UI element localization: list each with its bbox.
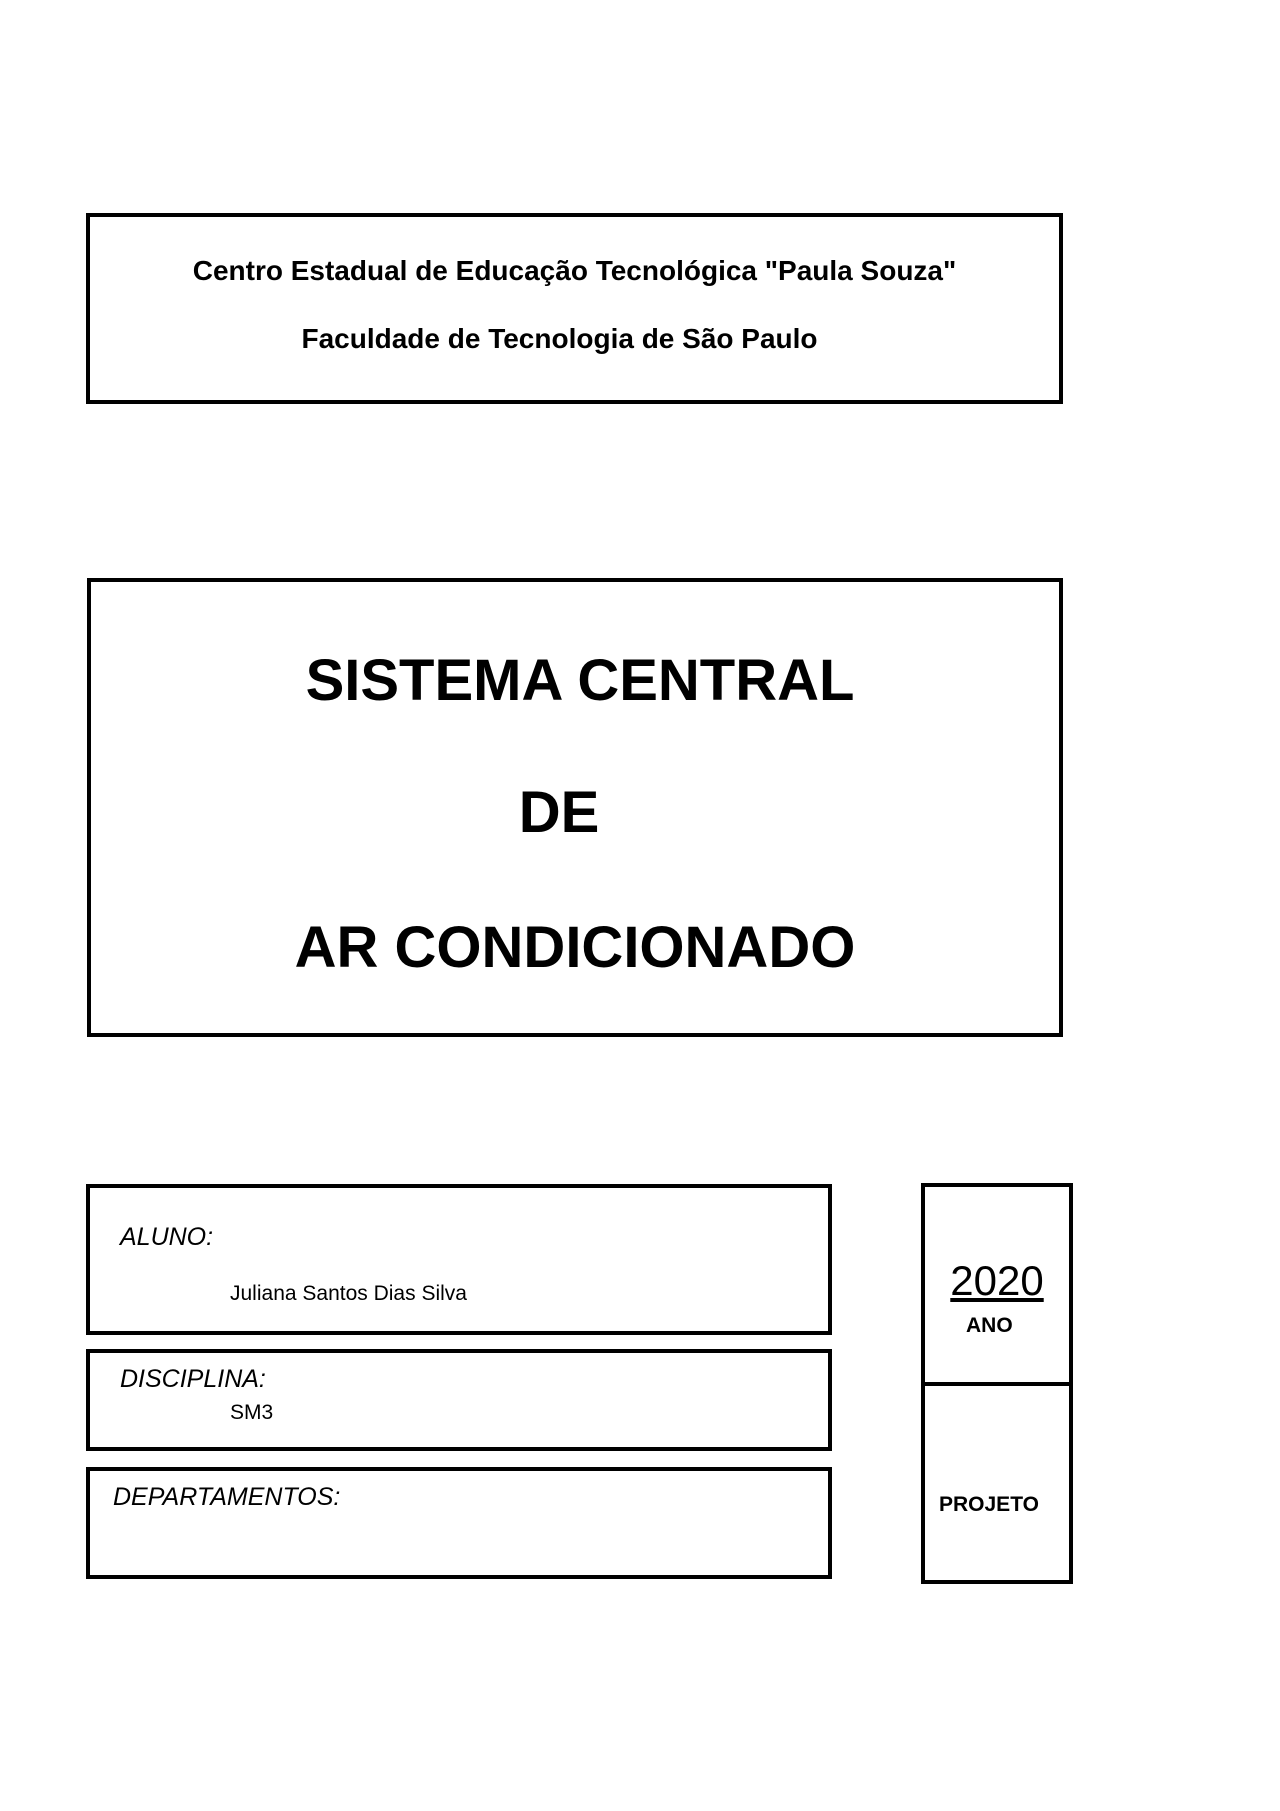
discipline-value: SM3: [230, 1401, 274, 1424]
student-label: ALUNO:: [120, 1223, 214, 1251]
faculty-name: Faculdade de Tecnologia de São Paulo: [301, 323, 818, 354]
year-value: 2020: [950, 1257, 1044, 1304]
side-divider: [925, 1382, 1069, 1386]
title-line-2: DE: [518, 780, 600, 845]
departments-label: DEPARTAMENTOS:: [113, 1483, 341, 1511]
title-line-1: SISTEMA CENTRAL: [305, 648, 855, 713]
departments-field-box: [86, 1467, 832, 1579]
institution-name: Centro Estadual de Educação Tecnológica "Paula Souza": [192, 255, 957, 286]
year-label: ANO: [966, 1314, 1013, 1337]
institution-header-box: [86, 213, 1063, 404]
student-name: Juliana Santos Dias Silva: [230, 1282, 467, 1305]
year-project-box: [921, 1183, 1073, 1584]
project-title-box: [87, 578, 1063, 1037]
project-type-label: PROJETO: [939, 1493, 1039, 1516]
student-field-box: [86, 1184, 832, 1335]
title-line-3: AR CONDICIONADO: [294, 915, 856, 980]
discipline-field-box: [86, 1349, 832, 1451]
discipline-label: DISCIPLINA:: [120, 1365, 266, 1393]
